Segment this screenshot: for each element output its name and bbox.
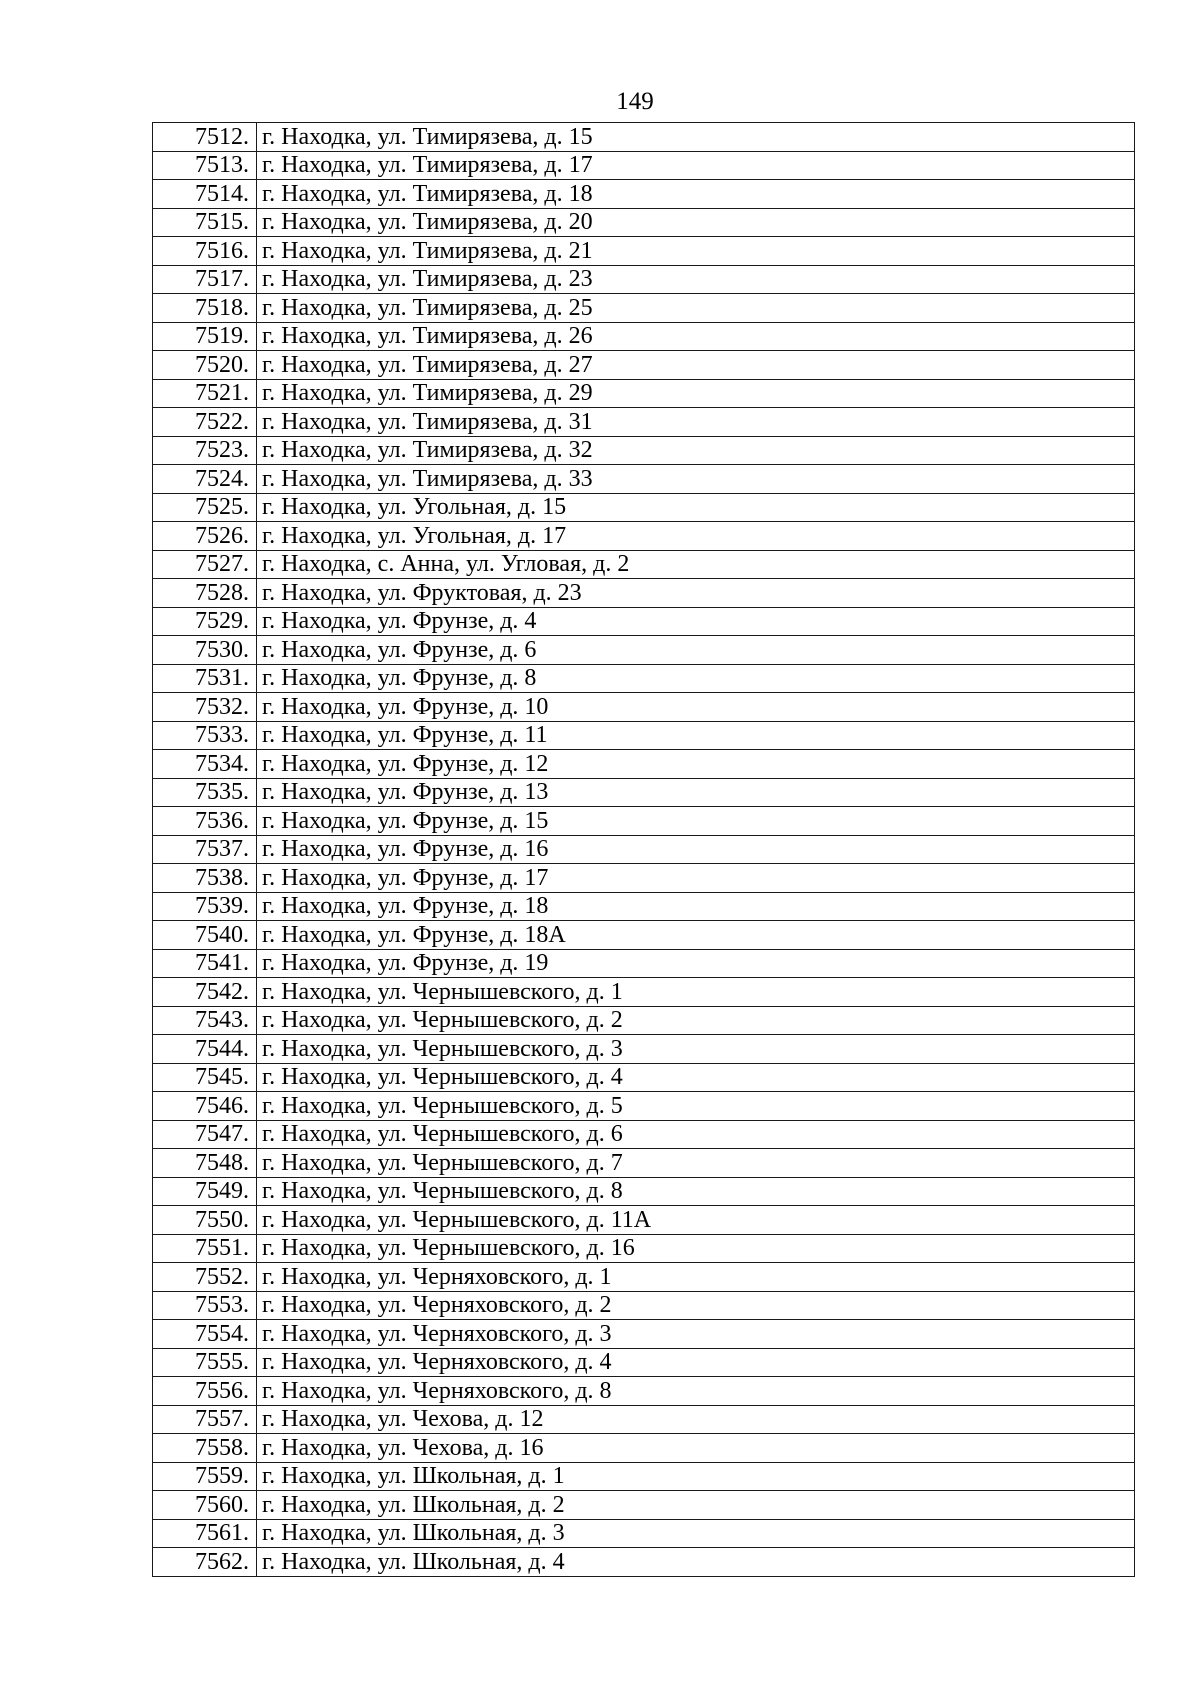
table-row: [153, 1149, 1135, 1178]
row-address: г. Находка, ул. Чернышевского, д. 6: [257, 1120, 1135, 1149]
row-address: г. Находка, ул. Чехова, д. 16: [257, 1434, 1135, 1463]
row-number: 7540.: [153, 921, 257, 950]
table-row: [153, 807, 1135, 836]
table-row: [153, 864, 1135, 893]
address-table: [152, 122, 1135, 1577]
row-address: г. Находка, ул. Черняховского, д. 8: [257, 1377, 1135, 1406]
table-row: [153, 1405, 1135, 1434]
row-number: 7538.: [153, 864, 257, 893]
table-row: [153, 1377, 1135, 1406]
row-number: 7531.: [153, 664, 257, 693]
row-number: 7562.: [153, 1548, 257, 1577]
table-row: [153, 1177, 1135, 1206]
row-address: г. Находка, ул. Черняховского, д. 3: [257, 1320, 1135, 1349]
row-number: 7536.: [153, 807, 257, 836]
table-row: [153, 1548, 1135, 1577]
table-row: [153, 750, 1135, 779]
row-address: г. Находка, ул. Черняховского, д. 4: [257, 1348, 1135, 1377]
row-number: 7527.: [153, 550, 257, 579]
table-row: [153, 208, 1135, 237]
row-number: 7530.: [153, 636, 257, 665]
row-number: 7528.: [153, 579, 257, 608]
row-address: г. Находка, ул. Тимирязева, д. 27: [257, 351, 1135, 380]
row-address: г. Находка, ул. Угольная, д. 15: [257, 493, 1135, 522]
table-row: [153, 1035, 1135, 1064]
row-number: 7551.: [153, 1234, 257, 1263]
table-row: [153, 636, 1135, 665]
row-number: 7554.: [153, 1320, 257, 1349]
table-row: [153, 892, 1135, 921]
table-row: [153, 978, 1135, 1007]
row-number: 7556.: [153, 1377, 257, 1406]
row-address: г. Находка, ул. Чернышевского, д. 2: [257, 1006, 1135, 1035]
row-address: г. Находка, ул. Школьная, д. 3: [257, 1519, 1135, 1548]
table-row: [153, 1263, 1135, 1292]
row-number: 7519.: [153, 322, 257, 351]
row-number: 7557.: [153, 1405, 257, 1434]
row-number: 7520.: [153, 351, 257, 380]
row-number: 7535.: [153, 778, 257, 807]
row-number: 7532.: [153, 693, 257, 722]
row-number: 7533.: [153, 721, 257, 750]
row-address: г. Находка, ул. Фрунзе, д. 10: [257, 693, 1135, 722]
row-number: 7552.: [153, 1263, 257, 1292]
row-number: 7526.: [153, 522, 257, 551]
row-number: 7537.: [153, 835, 257, 864]
row-number: 7515.: [153, 208, 257, 237]
table-row: [153, 1519, 1135, 1548]
table-row: [153, 664, 1135, 693]
row-number: 7543.: [153, 1006, 257, 1035]
row-address: г. Находка, ул. Фрунзе, д. 4: [257, 607, 1135, 636]
row-number: 7549.: [153, 1177, 257, 1206]
row-address: г. Находка, с. Анна, ул. Угловая, д. 2: [257, 550, 1135, 579]
row-number: 7513.: [153, 151, 257, 180]
table-row: [153, 351, 1135, 380]
table-row: [153, 1063, 1135, 1092]
row-number: 7524.: [153, 465, 257, 494]
row-address: г. Находка, ул. Тимирязева, д. 21: [257, 237, 1135, 266]
row-address: г. Находка, ул. Фрунзе, д. 18: [257, 892, 1135, 921]
table-row: [153, 180, 1135, 209]
row-number: 7521.: [153, 379, 257, 408]
table-row: [153, 1234, 1135, 1263]
row-number: 7529.: [153, 607, 257, 636]
row-address: г. Находка, ул. Фрунзе, д. 11: [257, 721, 1135, 750]
table-row: [153, 436, 1135, 465]
row-address: г. Находка, ул. Тимирязева, д. 15: [257, 123, 1135, 152]
row-address: г. Находка, ул. Фрунзе, д. 13: [257, 778, 1135, 807]
row-address: г. Находка, ул. Тимирязева, д. 26: [257, 322, 1135, 351]
row-address: г. Находка, ул. Тимирязева, д. 18: [257, 180, 1135, 209]
table-row: [153, 550, 1135, 579]
row-address: г. Находка, ул. Чернышевского, д. 11А: [257, 1206, 1135, 1235]
row-address: г. Находка, ул. Фрунзе, д. 12: [257, 750, 1135, 779]
row-number: 7534.: [153, 750, 257, 779]
row-number: 7544.: [153, 1035, 257, 1064]
table-row: [153, 1120, 1135, 1149]
table-row: [153, 493, 1135, 522]
row-address: г. Находка, ул. Тимирязева, д. 33: [257, 465, 1135, 494]
row-address: г. Находка, ул. Чернышевского, д. 1: [257, 978, 1135, 1007]
table-row: [153, 921, 1135, 950]
table-row: [153, 1092, 1135, 1121]
row-address: г. Находка, ул. Чернышевского, д. 3: [257, 1035, 1135, 1064]
row-number: 7555.: [153, 1348, 257, 1377]
row-address: г. Находка, ул. Фрунзе, д. 19: [257, 949, 1135, 978]
row-address: г. Находка, ул. Тимирязева, д. 32: [257, 436, 1135, 465]
table-row: [153, 693, 1135, 722]
row-address: г. Находка, ул. Черняховского, д. 1: [257, 1263, 1135, 1292]
row-number: 7550.: [153, 1206, 257, 1235]
row-number: 7541.: [153, 949, 257, 978]
row-address: г. Находка, ул. Угольная, д. 17: [257, 522, 1135, 551]
table-row: [153, 465, 1135, 494]
table-row: [153, 579, 1135, 608]
row-number: 7539.: [153, 892, 257, 921]
table-row: [153, 778, 1135, 807]
row-address: г. Находка, ул. Тимирязева, д. 20: [257, 208, 1135, 237]
table-row: [153, 522, 1135, 551]
row-address: г. Находка, ул. Фрунзе, д. 6: [257, 636, 1135, 665]
table-row: [153, 265, 1135, 294]
row-number: 7546.: [153, 1092, 257, 1121]
row-number: 7522.: [153, 408, 257, 437]
table-row: [153, 408, 1135, 437]
table-row: [153, 1434, 1135, 1463]
row-address: г. Находка, ул. Чехова, д. 12: [257, 1405, 1135, 1434]
row-address: г. Находка, ул. Чернышевского, д. 7: [257, 1149, 1135, 1178]
table-row: [153, 835, 1135, 864]
row-number: 7559.: [153, 1462, 257, 1491]
row-address: г. Находка, ул. Фрунзе, д. 17: [257, 864, 1135, 893]
table-row: [153, 151, 1135, 180]
row-address: г. Находка, ул. Тимирязева, д. 23: [257, 265, 1135, 294]
row-number: 7542.: [153, 978, 257, 1007]
table-row: [153, 237, 1135, 266]
row-address: г. Находка, ул. Чернышевского, д. 5: [257, 1092, 1135, 1121]
row-address: г. Находка, ул. Фрунзе, д. 8: [257, 664, 1135, 693]
table-row: [153, 1291, 1135, 1320]
table-row: [153, 1491, 1135, 1520]
address-table-body: [153, 123, 1135, 1577]
row-number: 7516.: [153, 237, 257, 266]
table-row: [153, 322, 1135, 351]
table-row: [153, 949, 1135, 978]
row-address: г. Находка, ул. Школьная, д. 1: [257, 1462, 1135, 1491]
page-number: 149: [616, 88, 654, 115]
row-address: г. Находка, ул. Чернышевского, д. 4: [257, 1063, 1135, 1092]
row-number: 7548.: [153, 1149, 257, 1178]
row-number: 7547.: [153, 1120, 257, 1149]
row-number: 7514.: [153, 180, 257, 209]
row-address: г. Находка, ул. Фруктовая, д. 23: [257, 579, 1135, 608]
row-address: г. Находка, ул. Чернышевского, д. 8: [257, 1177, 1135, 1206]
row-address: г. Находка, ул. Фрунзе, д. 16: [257, 835, 1135, 864]
row-number: 7558.: [153, 1434, 257, 1463]
row-number: 7561.: [153, 1519, 257, 1548]
row-number: 7512.: [153, 123, 257, 152]
row-number: 7517.: [153, 265, 257, 294]
table-row: [153, 379, 1135, 408]
table-row: [153, 294, 1135, 323]
row-address: г. Находка, ул. Фрунзе, д. 18А: [257, 921, 1135, 950]
table-row: [153, 607, 1135, 636]
table-row: [153, 721, 1135, 750]
row-address: г. Находка, ул. Школьная, д. 2: [257, 1491, 1135, 1520]
row-number: 7525.: [153, 493, 257, 522]
row-address: г. Находка, ул. Черняховского, д. 2: [257, 1291, 1135, 1320]
row-number: 7560.: [153, 1491, 257, 1520]
row-address: г. Находка, ул. Тимирязева, д. 17: [257, 151, 1135, 180]
row-number: 7545.: [153, 1063, 257, 1092]
row-address: г. Находка, ул. Школьная, д. 4: [257, 1548, 1135, 1577]
table-row: [153, 1348, 1135, 1377]
row-number: 7518.: [153, 294, 257, 323]
row-address: г. Находка, ул. Тимирязева, д. 31: [257, 408, 1135, 437]
row-address: г. Находка, ул. Фрунзе, д. 15: [257, 807, 1135, 836]
row-address: г. Находка, ул. Тимирязева, д. 29: [257, 379, 1135, 408]
row-address: г. Находка, ул. Тимирязева, д. 25: [257, 294, 1135, 323]
table-row: [153, 1206, 1135, 1235]
row-number: 7523.: [153, 436, 257, 465]
table-row: [153, 1006, 1135, 1035]
row-address: г. Находка, ул. Чернышевского, д. 16: [257, 1234, 1135, 1263]
table-row: [153, 1320, 1135, 1349]
table-row: [153, 1462, 1135, 1491]
row-number: 7553.: [153, 1291, 257, 1320]
table-row: [153, 123, 1135, 152]
